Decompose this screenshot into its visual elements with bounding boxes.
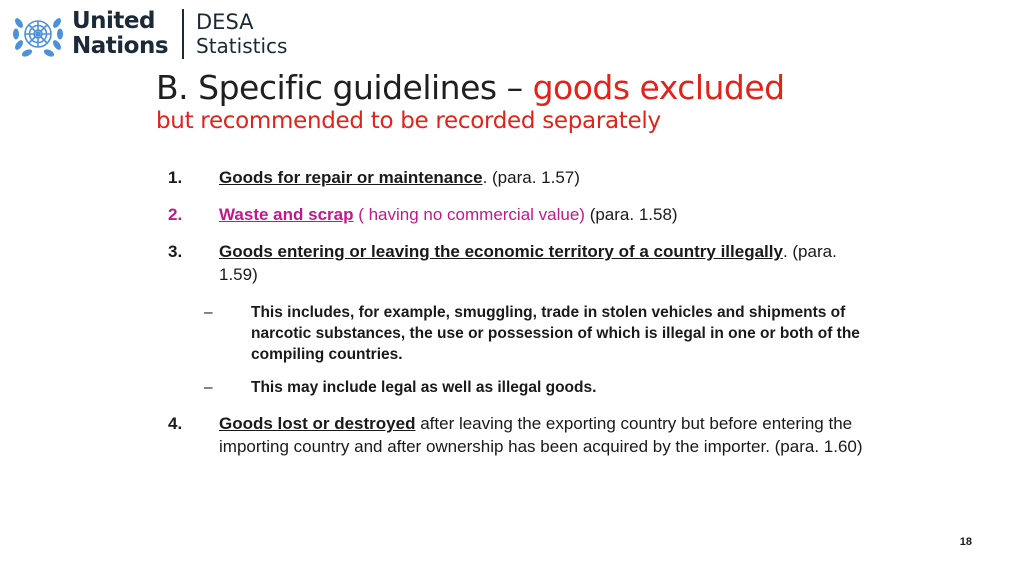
item-heading: Goods entering or leaving the economic territory of a country illegally: [219, 242, 783, 261]
item-text: [219, 412, 868, 458]
page-number: 18: [959, 536, 972, 548]
item-detail: after leaving the exporting country but before entering the importing country and after ownership has been acquired by the importer. (para. 1.60): [219, 414, 863, 456]
un-emblem-icon: [10, 9, 66, 59]
slide-title: [156, 68, 785, 107]
sub-item-text: This may include legal as well as illegal goods.: [251, 379, 597, 396]
sub-list-item: [204, 377, 868, 398]
un-wordmark: [72, 9, 168, 59]
guideline-list: [168, 166, 868, 458]
item-detail: (para. 1.58): [584, 205, 678, 224]
slide-title-accent: goods excluded: [532, 68, 785, 107]
item-note: ( having no commercial value): [353, 205, 585, 224]
dept-subtitle: Statistics: [196, 34, 288, 58]
item-detail: . (para. 1.59): [219, 242, 837, 284]
sub-item-dash: –: [204, 304, 213, 321]
header-divider: [182, 9, 184, 59]
org-name-line1: United: [72, 8, 155, 34]
org-name-line2: Nations: [72, 33, 169, 59]
list-item: [168, 412, 868, 458]
list-item: [168, 166, 868, 189]
slide-title-prefix: B. Specific guidelines –: [156, 68, 533, 107]
slide-subtitle: but recommended to be recorded separately: [156, 108, 661, 134]
item-number: 2.: [168, 205, 183, 224]
item-number: 1.: [168, 168, 183, 187]
list-item: [168, 240, 868, 286]
sub-list-item: [204, 302, 868, 365]
sub-item-dash: –: [204, 379, 213, 396]
sub-item-text: This includes, for example, smuggling, trade in stolen vehicles and shipments of narcotic substances, the use or possession of which is illegal in one or both of the compiling countries.: [251, 304, 860, 363]
item-text: [219, 166, 868, 189]
item-number: 4.: [168, 414, 183, 433]
item-heading: Waste and scrap: [219, 205, 354, 224]
item-number: 3.: [168, 242, 183, 261]
list-item: [168, 203, 868, 226]
header: [10, 8, 287, 60]
item-text: [219, 240, 868, 286]
item-detail: . (para. 1.57): [482, 168, 580, 187]
item-heading: Goods lost or destroyed: [219, 414, 416, 433]
item-heading: Goods for repair or maintenance: [219, 168, 483, 187]
dept-title: DESA: [196, 10, 254, 34]
dept-block: [196, 10, 287, 58]
item-text: [219, 203, 868, 226]
